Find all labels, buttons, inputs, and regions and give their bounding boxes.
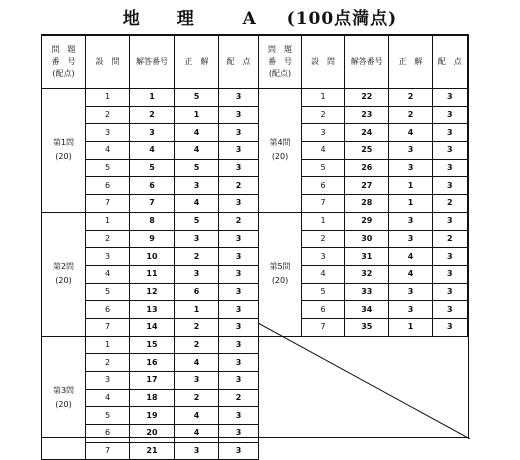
answer-key-sheet	[41, 34, 469, 456]
points-cell: 3	[432, 248, 467, 266]
header-points: 配 点	[219, 36, 259, 89]
answer-number-cell: 34	[345, 301, 389, 319]
question-cell: 2	[302, 230, 345, 248]
header-points: 配 点	[432, 36, 467, 89]
question-cell: 1	[302, 89, 345, 107]
answer-number-cell: 18	[130, 389, 175, 407]
header-group: 問 題 番 号 (配点)	[259, 36, 302, 89]
table-row	[259, 212, 468, 230]
group-name: 第1問	[52, 138, 75, 148]
question-group-cell	[42, 212, 86, 336]
question-cell: 6	[86, 177, 130, 195]
question-cell: 3	[86, 372, 130, 390]
answer-number-cell: 33	[345, 283, 389, 301]
points-cell: 3	[219, 265, 259, 283]
header-group: 問 題 番 号 (配点)	[42, 36, 86, 89]
points-cell: 3	[432, 177, 467, 195]
correct-answer-cell: 3	[175, 177, 219, 195]
correct-answer-cell: 4	[175, 124, 219, 142]
question-cell: 2	[86, 230, 130, 248]
question-cell: 4	[86, 389, 130, 407]
question-cell: 7	[86, 318, 130, 336]
question-cell: 6	[302, 177, 345, 195]
correct-answer-cell: 1	[389, 195, 432, 213]
points-cell: 3	[219, 248, 259, 266]
question-group-cell	[42, 89, 86, 213]
correct-answer-cell: 2	[389, 89, 432, 107]
correct-answer-cell: 4	[389, 265, 432, 283]
answer-number-cell: 14	[130, 318, 175, 336]
answer-number-cell: 7	[130, 195, 175, 213]
table-row	[42, 89, 259, 107]
question-cell: 2	[86, 106, 130, 124]
group-total: (20)	[55, 400, 72, 410]
correct-answer-cell: 2	[175, 336, 219, 354]
answer-number-cell: 26	[345, 159, 389, 177]
points-cell: 2	[432, 230, 467, 248]
correct-answer-cell: 1	[175, 106, 219, 124]
question-cell: 6	[86, 425, 130, 443]
question-cell: 7	[86, 442, 130, 460]
question-cell: 6	[302, 301, 345, 319]
points-cell: 3	[219, 283, 259, 301]
table-row	[42, 212, 259, 230]
header-correct: 正 解	[175, 36, 219, 89]
points-cell: 3	[219, 407, 259, 425]
question-cell: 5	[302, 283, 345, 301]
points-cell: 3	[219, 106, 259, 124]
correct-answer-cell: 3	[389, 212, 432, 230]
question-cell: 1	[86, 89, 130, 107]
correct-answer-cell: 4	[175, 407, 219, 425]
correct-answer-cell: 3	[389, 159, 432, 177]
points-cell: 3	[219, 89, 259, 107]
header-question: 設 問	[302, 36, 345, 89]
question-group-cell	[42, 336, 86, 460]
correct-answer-cell: 4	[389, 124, 432, 142]
points-cell: 3	[432, 212, 467, 230]
answer-number-cell: 22	[345, 89, 389, 107]
question-cell: 1	[302, 212, 345, 230]
points-cell: 2	[219, 389, 259, 407]
header-answer-number: 解答番号	[130, 36, 175, 89]
title-level: A	[242, 9, 257, 29]
question-cell: 2	[302, 106, 345, 124]
answer-number-cell: 19	[130, 407, 175, 425]
correct-answer-cell: 4	[175, 354, 219, 372]
correct-answer-cell: 5	[175, 89, 219, 107]
question-cell: 5	[302, 159, 345, 177]
question-cell: 3	[302, 248, 345, 266]
points-cell: 3	[432, 106, 467, 124]
question-cell: 3	[86, 124, 130, 142]
answer-number-cell: 5	[130, 159, 175, 177]
points-cell: 3	[432, 265, 467, 283]
correct-answer-cell: 3	[175, 230, 219, 248]
answer-number-cell: 1	[130, 89, 175, 107]
question-cell: 7	[86, 195, 130, 213]
question-cell: 1	[86, 336, 130, 354]
correct-answer-cell: 3	[389, 283, 432, 301]
answer-number-cell: 20	[130, 425, 175, 443]
points-cell: 3	[219, 354, 259, 372]
header-correct: 正 解	[389, 36, 432, 89]
question-group-cell	[259, 89, 302, 213]
group-name: 第4問	[269, 138, 291, 148]
correct-answer-cell: 3	[389, 230, 432, 248]
question-cell: 5	[86, 407, 130, 425]
answer-number-cell: 24	[345, 124, 389, 142]
points-cell: 2	[219, 177, 259, 195]
group-total: (20)	[55, 152, 72, 162]
answer-table-right	[258, 35, 468, 337]
points-cell: 3	[432, 142, 467, 160]
question-cell: 7	[302, 318, 345, 336]
answer-number-cell: 10	[130, 248, 175, 266]
correct-answer-cell: 2	[175, 248, 219, 266]
points-cell: 3	[432, 301, 467, 319]
header-answer-number: 解答番号	[345, 36, 389, 89]
answer-number-cell: 16	[130, 354, 175, 372]
correct-answer-cell: 3	[175, 372, 219, 390]
correct-answer-cell: 4	[389, 248, 432, 266]
answer-number-cell: 31	[345, 248, 389, 266]
correct-answer-cell: 4	[175, 195, 219, 213]
question-cell: 5	[86, 159, 130, 177]
correct-answer-cell: 1	[389, 318, 432, 336]
title-points-note: (100点満点)	[286, 9, 398, 29]
answer-number-cell: 12	[130, 283, 175, 301]
table-row	[259, 89, 468, 107]
correct-answer-cell: 3	[175, 265, 219, 283]
group-name: 第5問	[269, 262, 291, 272]
answer-number-cell: 8	[130, 212, 175, 230]
group-total: (20)	[271, 152, 289, 162]
group-name: 第3問	[52, 386, 75, 396]
answer-number-cell: 4	[130, 142, 175, 160]
points-cell: 3	[219, 336, 259, 354]
correct-answer-cell: 1	[389, 177, 432, 195]
points-cell: 3	[432, 318, 467, 336]
question-cell: 6	[86, 301, 130, 319]
answer-number-cell: 23	[345, 106, 389, 124]
points-cell: 3	[219, 142, 259, 160]
question-cell: 4	[302, 142, 345, 160]
page-title	[0, 4, 520, 29]
answer-table-left	[41, 35, 259, 460]
question-cell: 4	[86, 142, 130, 160]
title-subject: 地 理	[122, 9, 195, 29]
answer-number-cell: 21	[130, 442, 175, 460]
points-cell: 3	[219, 425, 259, 443]
empty-cell-diagonal	[258, 323, 470, 439]
answer-number-cell: 27	[345, 177, 389, 195]
correct-answer-cell: 4	[175, 425, 219, 443]
answer-number-cell: 25	[345, 142, 389, 160]
points-cell: 3	[432, 89, 467, 107]
points-cell: 2	[219, 212, 259, 230]
group-total: (20)	[55, 276, 72, 286]
answer-number-cell: 15	[130, 336, 175, 354]
question-cell: 4	[86, 265, 130, 283]
diagonal-line	[258, 323, 470, 439]
points-cell: 3	[219, 442, 259, 460]
correct-answer-cell: 5	[175, 212, 219, 230]
header-question: 設 問	[86, 36, 130, 89]
group-name: 第2問	[52, 262, 75, 272]
correct-answer-cell: 1	[175, 301, 219, 319]
answer-number-cell: 32	[345, 265, 389, 283]
correct-answer-cell: 2	[175, 318, 219, 336]
answer-number-cell: 2	[130, 106, 175, 124]
answer-number-cell: 17	[130, 372, 175, 390]
answer-number-cell: 6	[130, 177, 175, 195]
points-cell: 3	[219, 124, 259, 142]
group-total: (20)	[271, 276, 289, 286]
points-cell: 3	[219, 372, 259, 390]
answer-number-cell: 13	[130, 301, 175, 319]
points-cell: 3	[219, 195, 259, 213]
correct-answer-cell: 3	[389, 142, 432, 160]
question-cell: 2	[86, 354, 130, 372]
points-cell: 3	[432, 283, 467, 301]
correct-answer-cell: 4	[175, 142, 219, 160]
answer-number-cell: 30	[345, 230, 389, 248]
question-cell: 7	[302, 195, 345, 213]
table-row	[42, 336, 259, 354]
correct-answer-cell: 2	[175, 389, 219, 407]
points-cell: 2	[432, 195, 467, 213]
correct-answer-cell: 5	[175, 159, 219, 177]
correct-answer-cell: 6	[175, 283, 219, 301]
question-cell: 5	[86, 283, 130, 301]
points-cell: 3	[219, 159, 259, 177]
points-cell: 3	[219, 230, 259, 248]
points-cell: 3	[219, 301, 259, 319]
question-cell: 4	[302, 265, 345, 283]
points-cell: 3	[432, 159, 467, 177]
answer-number-cell: 11	[130, 265, 175, 283]
question-cell: 3	[302, 124, 345, 142]
correct-answer-cell: 2	[389, 106, 432, 124]
answer-number-cell: 28	[345, 195, 389, 213]
correct-answer-cell: 3	[389, 301, 432, 319]
question-group-cell	[259, 212, 302, 336]
question-cell: 1	[86, 212, 130, 230]
points-cell: 3	[432, 124, 467, 142]
points-cell: 3	[219, 318, 259, 336]
answer-number-cell: 35	[345, 318, 389, 336]
answer-number-cell: 3	[130, 124, 175, 142]
correct-answer-cell: 3	[175, 442, 219, 460]
answer-number-cell: 9	[130, 230, 175, 248]
question-cell: 3	[86, 248, 130, 266]
answer-number-cell: 29	[345, 212, 389, 230]
